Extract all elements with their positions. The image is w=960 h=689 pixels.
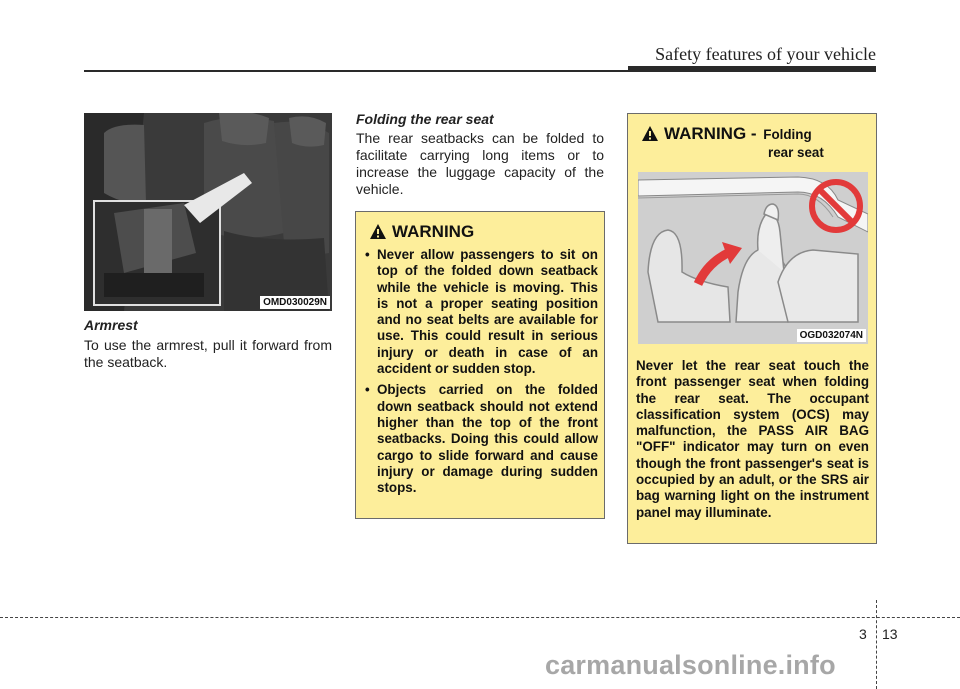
section-number: 3 — [859, 626, 867, 642]
armrest-text: To use the armrest, pull it forward from the seatback. — [84, 337, 332, 370]
photo-code-label: OMD030029N — [260, 296, 330, 309]
page-number: 13 — [882, 626, 898, 642]
rear-seat-illustration — [84, 113, 332, 311]
warning-triangle-icon — [370, 224, 386, 239]
warning-box-folding-rear-seat — [627, 113, 877, 544]
warning-list — [365, 247, 598, 501]
footer-divider — [876, 600, 877, 689]
warning-item: • Objects carried on the folded down seatback should not extend higher than the top of the front seatbacks. Doing this could allow cargo to slide forward and cause injury or damage during sudden stops. — [365, 382, 598, 496]
warning-box-passengers — [355, 211, 605, 519]
folding-seat-image — [638, 172, 868, 344]
warning-heading — [370, 222, 474, 242]
footer-rule — [0, 617, 960, 618]
armrest-photo — [84, 113, 332, 311]
image-code-label: OGD032074N — [797, 329, 866, 342]
header-rule-accent — [628, 66, 876, 72]
folding-heading: Folding the rear seat — [356, 111, 494, 127]
warning-text: Never let the rear seat touch the front passenger seat when folding the rear seat. The occupant classification system (OCS) may malfunction, the PASS AIR BAG "OFF" indicator may turn on even though the front passenger's seat is occupied by an adult, or the SRS air bag warning light on the instrument panel may illuminate. — [636, 358, 869, 520]
warning-subtitle-2: rear seat — [768, 145, 824, 160]
warning-subtitle-1: Folding — [763, 127, 812, 142]
warning-heading — [642, 124, 812, 144]
warning-title: WARNING - — [664, 124, 757, 143]
folding-text: The rear seatbacks can be folded to facilitate carrying long items or to increase the luggage capacity of the vehicle. — [356, 130, 604, 197]
warning-triangle-icon — [642, 126, 658, 141]
warning-title: WARNING — [392, 222, 475, 241]
watermark: carmanualsonline.info — [545, 650, 836, 680]
page-header-title: Safety features of your vehicle — [655, 44, 876, 64]
warning-item: • Never allow passengers to sit on top of the folded down seatback while the vehicle is moving. This is not a proper seating position and no seat belts are available for use. This could result in serious injury or death in case of an accident or sudden stop. — [365, 247, 598, 377]
armrest-heading: Armrest — [84, 317, 138, 333]
prohibition-icon — [808, 178, 864, 234]
